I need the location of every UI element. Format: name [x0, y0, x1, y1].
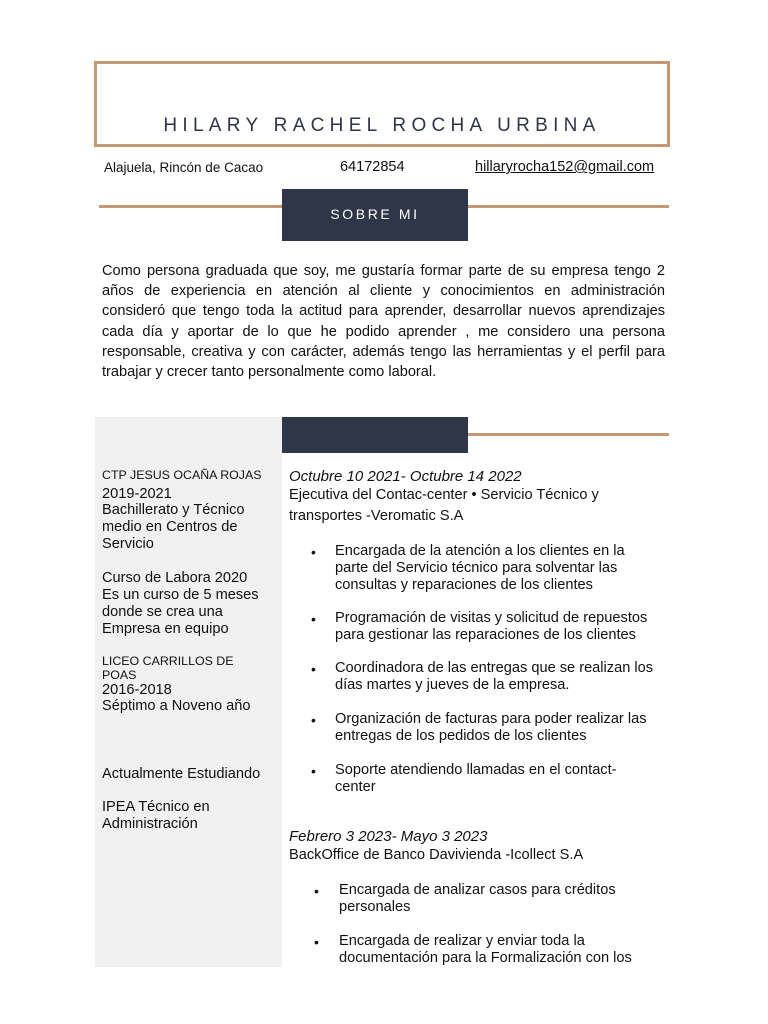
- job2-bullet: Encargada de realizar y enviar toda la documentación para la Formalización con los: [339, 933, 632, 966]
- course-description: Es un curso de 5 meses donde se crea una Empresa en equipo: [102, 587, 259, 637]
- about-heading: [282, 189, 468, 241]
- job2-bullet: Encargada de analizar casos para créditos personales: [339, 882, 616, 915]
- school2-degree: Séptimo a Noveno año: [102, 698, 251, 714]
- about-heading-label: SOBRE MI: [330, 206, 420, 222]
- full-name: HILARY RACHEL ROCHA URBINA: [163, 115, 601, 136]
- address: Alajuela, Rincón de Cacao: [104, 160, 264, 175]
- job2-role: BackOffice de Banco Davivienda -Icollect S.A: [289, 847, 584, 863]
- school2-name: LICEO CARRILLOS DE POAS: [102, 654, 234, 682]
- course-title: Curso de Labora 2020: [102, 570, 248, 586]
- bullet-icon: •: [311, 763, 316, 779]
- about-text: Como persona graduada que soy, me gustaría formar parte de su empresa tengo 2 años de experiencia en atención al cliente y conocimientos en administración consideró que tengo toda la actitud para aprender, desarrollar nuevos aprendizajes cada día y aportar de lo que he podido aprender , me considero una persona responsable, creativa y con carácter, además tengo las herramientas y el perfil para trabajar y crecer tanto personalmente como laboral.: [102, 263, 665, 381]
- current-status: Actualmente Estudiando: [102, 766, 261, 782]
- current-program: IPEA Técnico en Administración: [102, 799, 210, 832]
- bullet-icon: •: [314, 934, 319, 950]
- experience-divider: [468, 433, 669, 436]
- job2-dates: Febrero 3 2023- Mayo 3 2023: [289, 828, 488, 845]
- phone: 64172854: [340, 159, 405, 175]
- school1-degree: Bachillerato y Técnico medio en Centros de Servicio: [102, 502, 245, 552]
- bullet-icon: •: [311, 611, 316, 627]
- school2-years: 2016-2018: [102, 682, 172, 698]
- school1-name: CTP JESUS OCAÑA ROJAS: [102, 468, 262, 482]
- school1-years: 2019-2021: [102, 486, 172, 502]
- bullet-icon: •: [311, 712, 316, 728]
- job1-bullet: Organización de facturas para poder realizar las entregas de los pedidos de los clientes: [335, 711, 647, 744]
- bullet-icon: •: [311, 544, 316, 560]
- job1-role: Ejecutiva del Contac-center • Servicio Técnico y transportes -Veromatic S.A: [289, 487, 599, 524]
- job1-bullet: Soporte atendiendo llamadas en el contact-center: [335, 762, 617, 795]
- job1-bullet: Encargada de la atención a los clientes en la parte del Servicio técnico para solventar las consultas y reparaciones de los clientes: [335, 543, 625, 593]
- job1-dates: Octubre 10 2021- Octubre 14 2022: [289, 468, 522, 485]
- experience-heading: [282, 417, 468, 453]
- email-link[interactable]: hillaryrocha152@gmail.com: [475, 159, 655, 175]
- job1-bullet: Coordinadora de las entregas que se realizan los días martes y jueves de la empresa.: [335, 660, 654, 693]
- job1-bullet: Programación de visitas y solicitud de repuestos para gestionar las reparaciones de los clientes: [335, 610, 648, 643]
- bullet-icon: •: [311, 661, 316, 677]
- bullet-icon: •: [314, 883, 319, 899]
- name-frame: [94, 61, 670, 147]
